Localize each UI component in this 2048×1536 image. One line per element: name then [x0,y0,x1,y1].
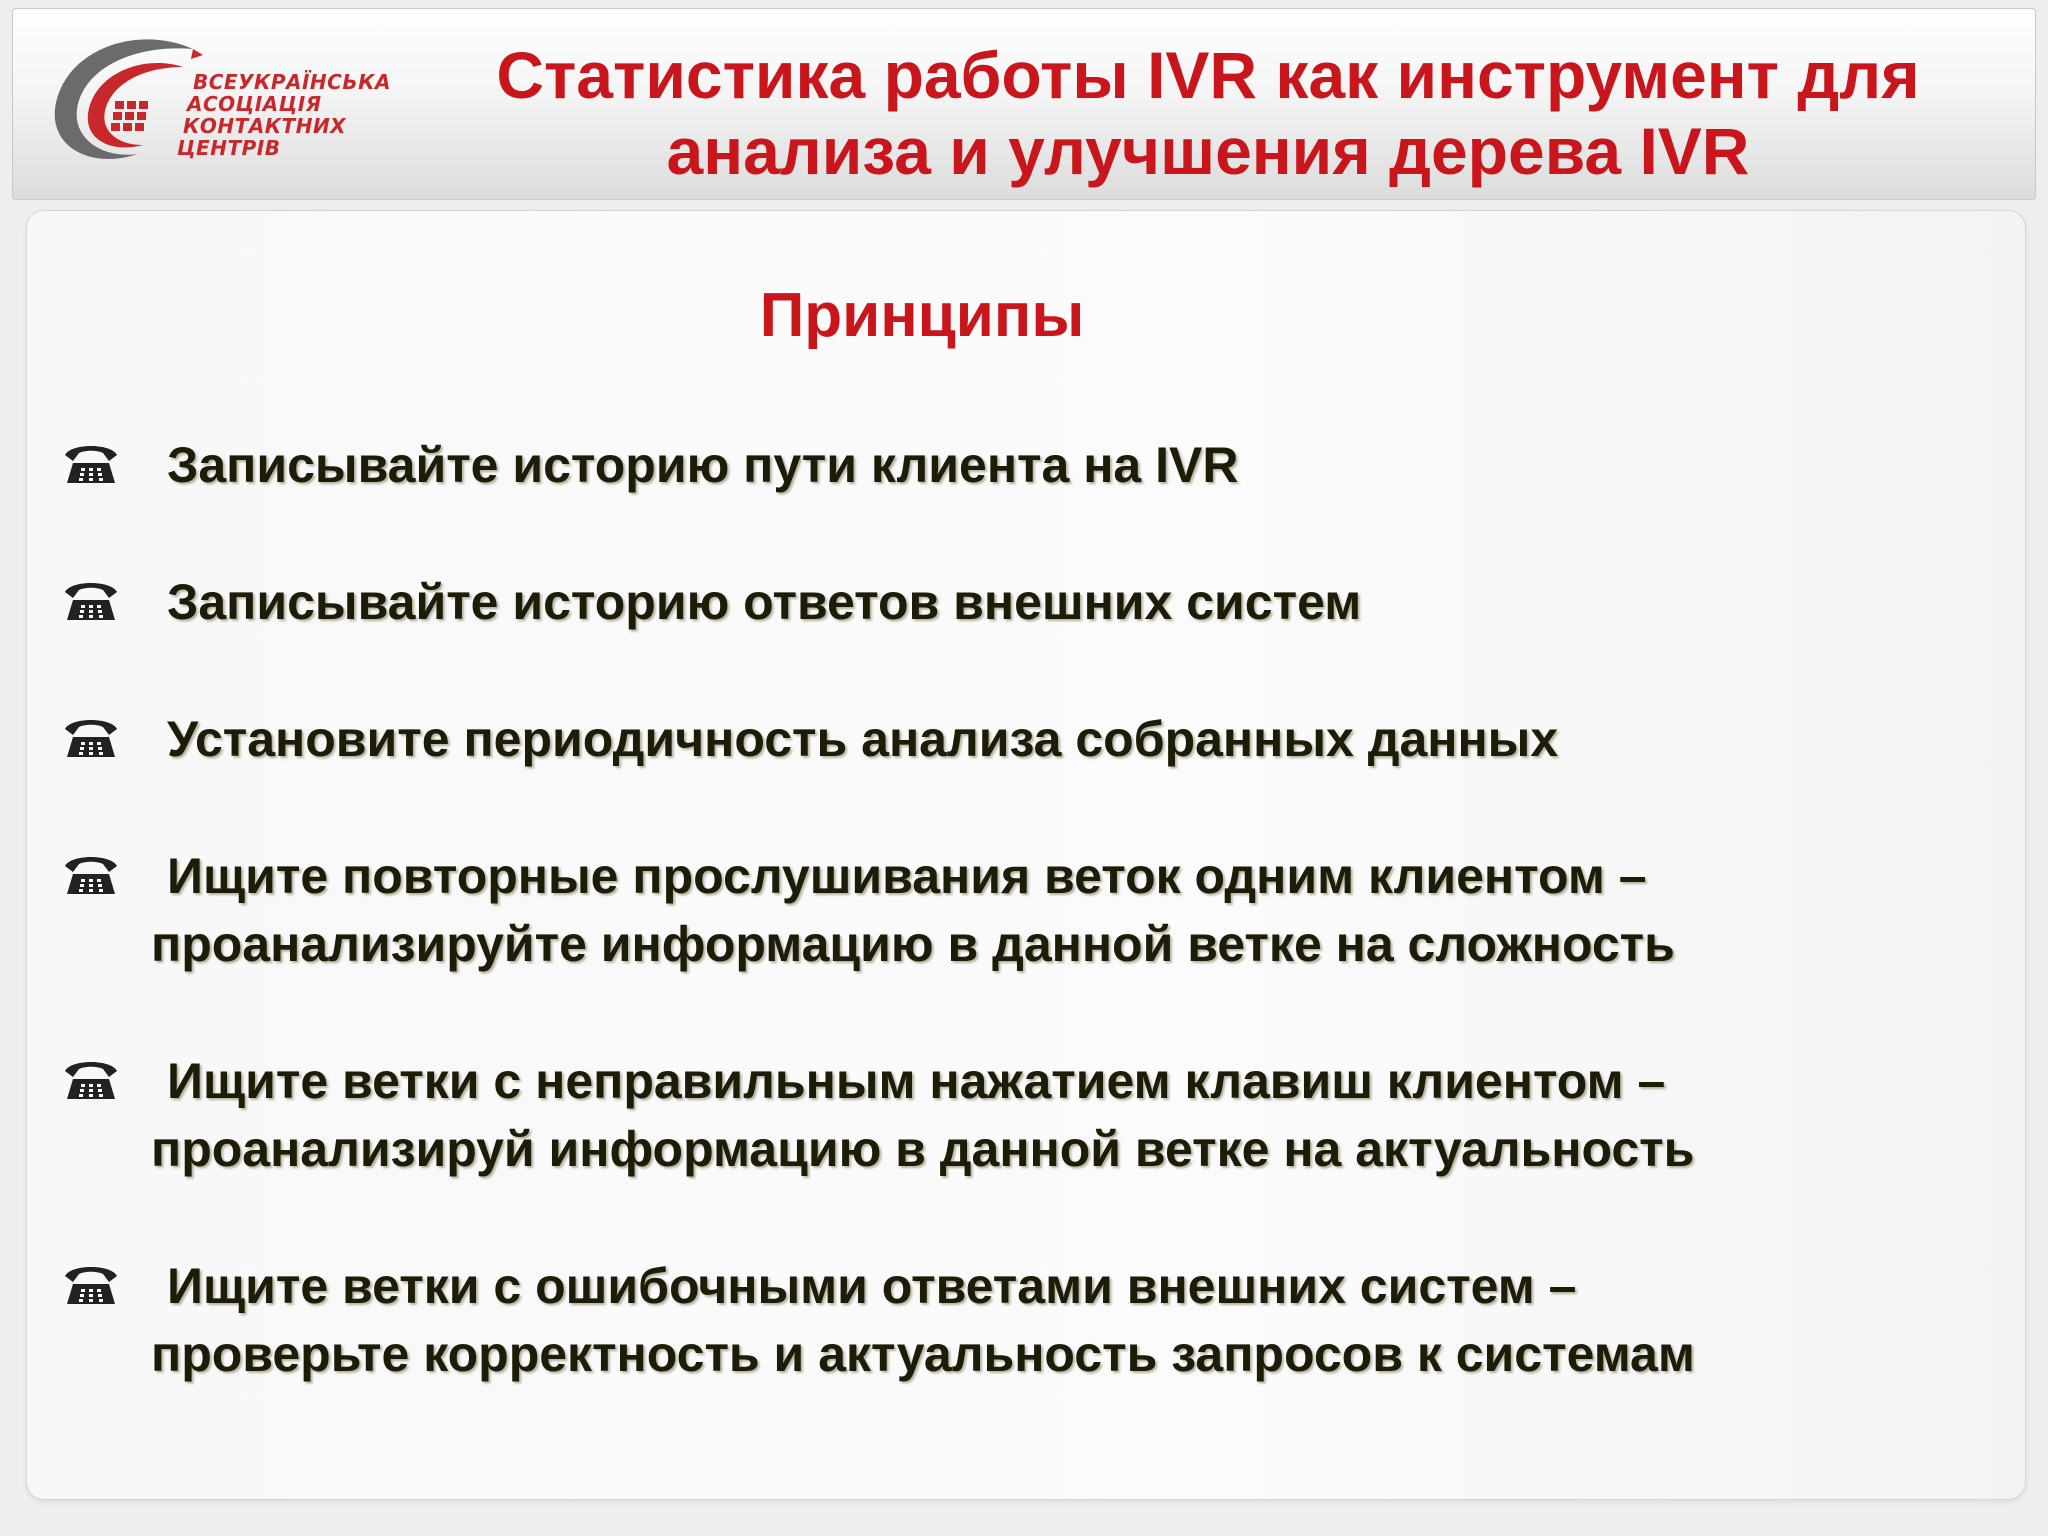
slide-title-line-1: Статистика работы IVR как инструмент для [496,38,1920,112]
telephone-icon [63,852,119,898]
list-item-text: Записывайте историю пути клиента на IVR [167,437,1239,493]
logo-line: КОНТАКТНИХ [183,114,347,138]
list-item-text: Ищите ветки с неправильным нажатием клавиш клиентом – [167,1053,1666,1109]
logo-text [177,70,423,160]
section-subtitle: Принципы [759,281,1085,350]
list-item [63,705,1963,773]
list-item-text: Ищите ветки с ошибочными ответами внешних систем – [167,1258,1577,1314]
list-item [63,431,1963,499]
slide-title [433,37,1983,189]
list-item [63,568,1963,636]
list-item [63,842,1963,978]
list-item-text: проверьте корректность и актуальность запросов к системам [151,1326,1695,1382]
logo-line: ЦЕНТРІВ [177,136,281,160]
telephone-icon [63,715,119,761]
list-item [63,1252,1963,1388]
list-item [63,1047,1963,1183]
content-panel [26,210,2026,1500]
telephone-icon [63,578,119,624]
header-bar [12,8,2036,200]
list-item-text: проанализируй информацию в данной ветке на актуальность [151,1121,1695,1177]
list-item-text: проанализируйте информацию в данной ветке на сложность [151,916,1675,972]
telephone-icon [63,441,119,487]
list-item-text: Ищите повторные прослушивания веток одним клиентом – [167,848,1647,904]
list-item-text: Записывайте историю ответов внешних систем [167,574,1362,630]
association-logo [43,29,413,179]
telephone-icon [63,1057,119,1103]
telephone-icon [63,1262,119,1308]
slide-title-line-2: анализа и улучшения дерева IVR [666,114,1750,188]
logo-line: АСОЦІАЦІЯ [187,92,322,116]
principles-list [63,431,1963,1388]
list-item-text: Установите периодичность анализа собранных данных [167,711,1559,767]
logo-line: ВСЕУКРАЇНСЬКА [193,70,391,94]
